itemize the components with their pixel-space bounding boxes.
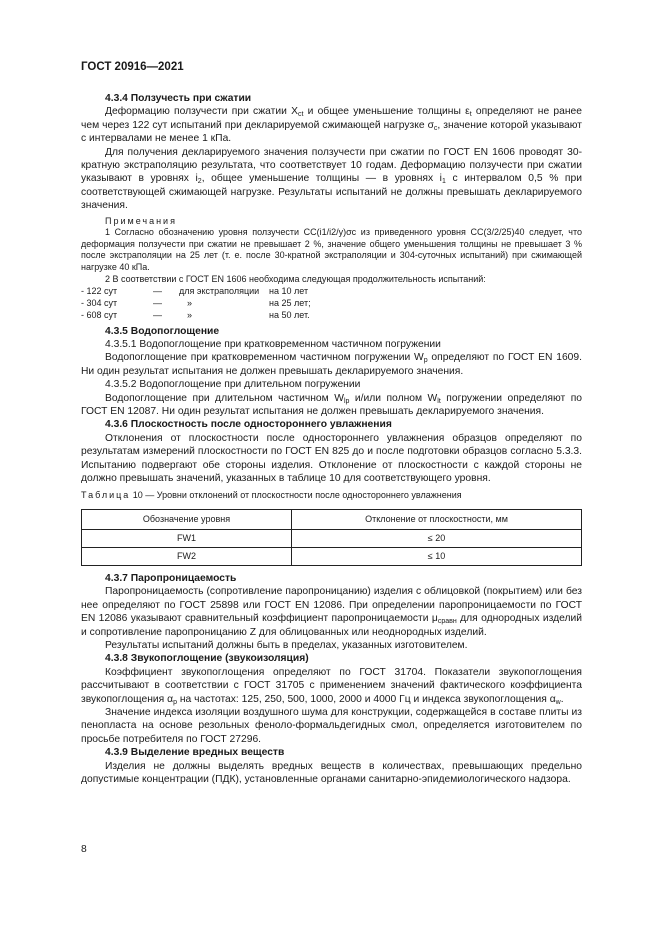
table-row: FW2 ≤ 10 [82, 547, 582, 565]
table-caption: Таблица 10 — Уровни отклонений от плоскостности после одностороннего увлажнения [81, 490, 462, 501]
document-header: ГОСТ 20916—2021 [81, 61, 184, 73]
table-row: FW1 ≤ 20 [82, 529, 582, 547]
paragraph: Результаты испытаний должны быть в пределах, указанных изготовителем. [105, 639, 468, 651]
section-heading-4-3-9: 4.3.9 Выделение вредных веществ [105, 747, 285, 759]
paragraph: Для получения декларируемого значения ползучести при сжатии по ГОСТ EN 1606 проводят 30-кратную экстраполяцию результата, что соответствует 10 годам. Деформацию ползучести при сжатии указывают в уровнях $i_2$, общее уменьшение толщины — в уровнях $i_1$ с интервалом 0,5 % при соответствующей сжимающей нагрузке. Результаты испытаний не должны превышать декларируемого значения. [81, 146, 582, 212]
paragraph: Значение индекса изоляции воздушного шума для конструкции, содержащейся в составе плиты из пенопласта на основе резольных феноло-формальдегидных смол, определяется изготовителем по просьбе потребителя по ГОСТ 27296. [81, 706, 582, 745]
paragraph: Водопоглощение при длительном частичном $W_{lp}$ и/или полном $W_{lt}$ погружении определяют по ГОСТ EN 12087. Ни один результат испытания не должен превышать декларируемого значения. [81, 392, 582, 418]
list-item: - 122 сут — для экстраполяции на 10 лет [81, 286, 309, 297]
section-heading-4-3-7: 4.3.7 Паропроницаемость [105, 572, 237, 584]
paragraph: Изделия не должны выделять вредных веществ в количествах, превышающих предельно допустимые концентрации (ПДК), установленные органами санитарно-эпидемиологического надзора. [81, 760, 582, 785]
list-item: - 304 сут — » на 25 лет; [81, 298, 311, 309]
table-header: Отклонение от плоскостности, мм [292, 509, 582, 529]
list-item: - 608 сут — » на 50 лет. [81, 309, 310, 320]
paragraph: Отклонения от плоскостности после одностороннего увлажнения образцов определяют по результатам измерений плоскостности по ГОСТ EN 825 до и после подготовки образцов согласно 5.3.3. Испытанию подвергают обе стороны изделия. Отклонение от плоскостности с каждой стороны не должно превышать значений, указанных в таблице 10 для соответствующего уровня. [81, 432, 582, 485]
notes-title: Примечания [105, 215, 177, 226]
note-1: 1 Согласно обозначению уровня ползучести CC(i1/i2/y)σc из приведенного уровня CC(3/2/25)40 следует, что деформация ползучести при сжатии не превышает 2 %, значение общего уменьшения толщины не превышает 3 % после экстраполяции на 25 лет (т. е. после 30-кратной экстраполяции и 304-суточных испытаний) при сжимающей нагрузке 40 кПа. [81, 227, 582, 273]
section-heading-4-3-4: 4.3.4 Ползучесть при сжатии [105, 93, 252, 104]
section-heading-4-3-8: 4.3.8 Звукопоглощение (звукоизоляция) [105, 653, 309, 665]
durations-list [81, 286, 582, 321]
paragraph: Водопоглощение при кратковременном частичном погружении $W_p$ определяют по ГОСТ EN 1609. Ни один результат испытания не должен превышать декларируемого значения. [81, 352, 582, 377]
note-2: 2 В соответствии с ГОСТ EN 1606 необходима следующая продолжительность испытаний: [105, 273, 486, 284]
notes-block [81, 216, 582, 322]
paragraph: Паропроницаемость (сопротивление паропроницанию) изделия с облицовкой (покрытием) или без нее определяют по ГОСТ 25898 или ГОСТ EN 12086. При определении паропроницаемости по ГОСТ EN 12086 указывают сравнительный коэффициент паропроницаемости $\mu_{сравн}$ для однородных изделий и сопротивление паропроницанию Z для облицованных или неоднородных изделий. [81, 586, 582, 638]
table-header: Обозначение уровня [82, 509, 292, 529]
page-number: 8 [81, 844, 87, 855]
table-header-row [82, 509, 582, 529]
section-heading-4-3-6: 4.3.6 Плоскостность после одностороннего увлажнения [105, 419, 392, 431]
subsection-heading: 4.3.5.2 Водопоглощение при длительном погружении [105, 379, 361, 391]
subsection-heading: 4.3.5.1 Водопоглощение при кратковременном частичном погружении [105, 339, 441, 351]
flatness-table [81, 509, 582, 566]
section-heading-4-3-5: 4.3.5 Водопоглощение [105, 325, 220, 337]
document-body [81, 92, 582, 786]
paragraph: Коэффициент звукопоглощения определяют по ГОСТ 31704. Показатели звукопоглощения рассчитывают в соответствии с ГОСТ 31705 с применением значений фактического коэффициента звукопоглощения $\alpha_p$ на частотах: 125, 250, 500, 1000, 2000 и 4000 Гц и индекса звукопоглощения $\alpha_w$. [81, 666, 582, 706]
paragraph: Деформацию ползучести при сжатии $X_{ct}$ и общее уменьшение толщины $\varepsilon_t$ определяют не ранее чем через 122 сут испытаний при декларируемой сжимающей нагрузке $\sigma_c$, значение которой указывают с интервалами не менее 1 кПа. [81, 106, 582, 145]
